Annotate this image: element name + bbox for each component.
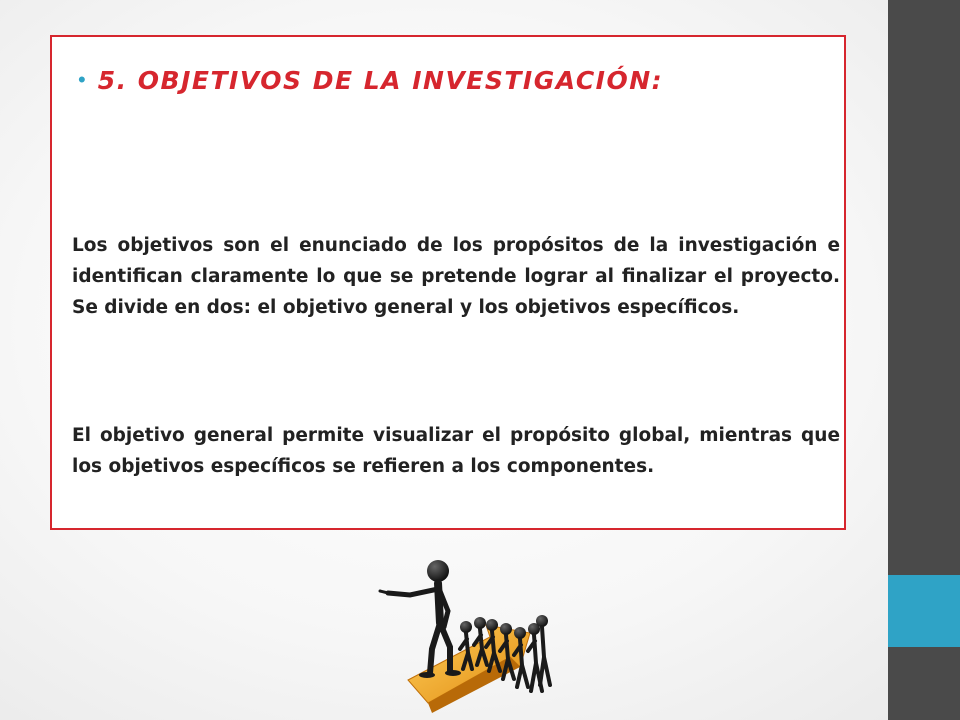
leader-figures-arrow-icon [370,545,560,720]
side-accent-square [888,575,960,647]
paragraph-objectives-definition: Los objetivos son el enunciado de los propósitos de la investigación e identifican claramente lo que se pretende lograr al finalizar el proyecto. Se divide en dos: el objetivo general y los objetivos específicos. [72,235,840,318]
slide-title: 5. OBJETIVOS DE LA INVESTIGACIÓN: [97,65,664,95]
paragraph-objectives-types: El objetivo general permite visualizar el propósito global, mientras que los objetivos específicos se refieren a los componentes. [72,425,840,477]
bullet-dot-icon: • [78,67,86,92]
leader-figure [380,560,461,678]
title-row [78,60,718,100]
